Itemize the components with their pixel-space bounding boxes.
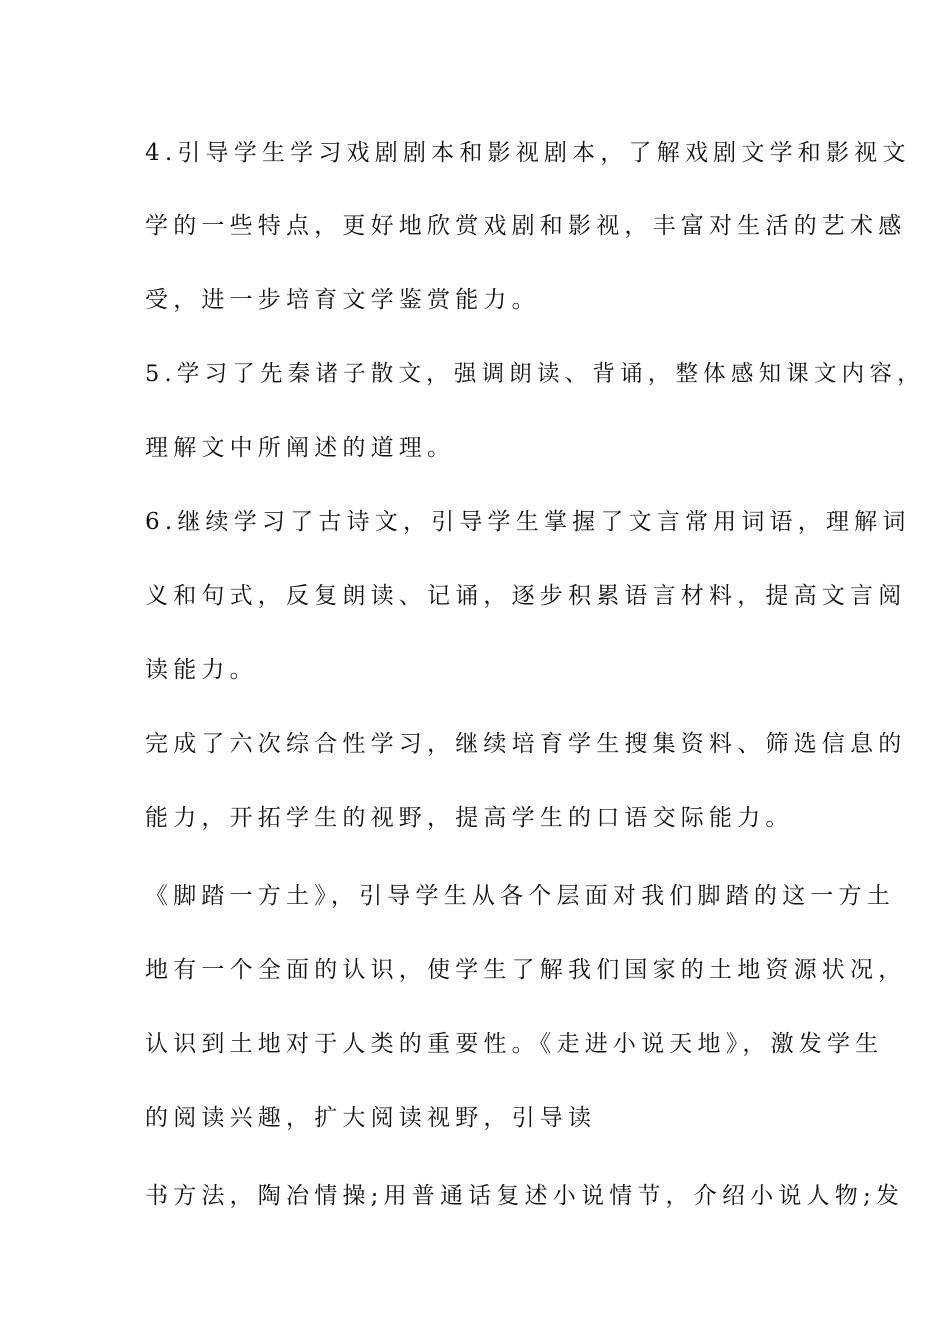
- text-line: 理解文中所阐述的道理。: [145, 435, 456, 461]
- text-line: 6.继续学习了古诗文，引导学生掌握了文言常用词语，理解词: [145, 509, 911, 535]
- text-line: 认识到土地对于人类的重要性。《走进小说天地》，激发学生: [145, 1031, 884, 1057]
- text-line: 完成了六次综合性学习，继续培育学生搜集资料、筛选信息的: [145, 731, 907, 757]
- text-line: 读能力。: [145, 657, 258, 683]
- text-line: 的阅读兴趣，扩大阅读视野，引导读: [145, 1105, 597, 1131]
- text-line: 书方法，陶冶情操;用普通话复述小说情节，介绍小说人物;发: [145, 1183, 905, 1209]
- text-line: 能力，开拓学生的视野，提高学生的口语交际能力。: [145, 805, 794, 831]
- text-line: 4.引导学生学习戏剧剧本和影视剧本，了解戏剧文学和影视文: [145, 140, 911, 166]
- text-line: 《脚踏一方土》，引导学生从各个层面对我们脚踏的这一方土: [145, 883, 895, 909]
- text-line: 5.学习了先秦诸子散文，强调朗读、背诵，整体感知课文内容，: [145, 361, 925, 387]
- text-line: 义和句式，反复朗读、记诵，逐步积累语言材料，提高文言阅: [145, 583, 907, 609]
- text-line: 地有一个全面的认识，使学生了解我们国家的土地资源状况，: [145, 957, 907, 983]
- text-line: 受，进一步培育文学鉴赏能力。: [145, 287, 540, 313]
- text-line: 学的一些特点，更好地欣赏戏剧和影视，丰富对生活的艺术感: [145, 213, 907, 239]
